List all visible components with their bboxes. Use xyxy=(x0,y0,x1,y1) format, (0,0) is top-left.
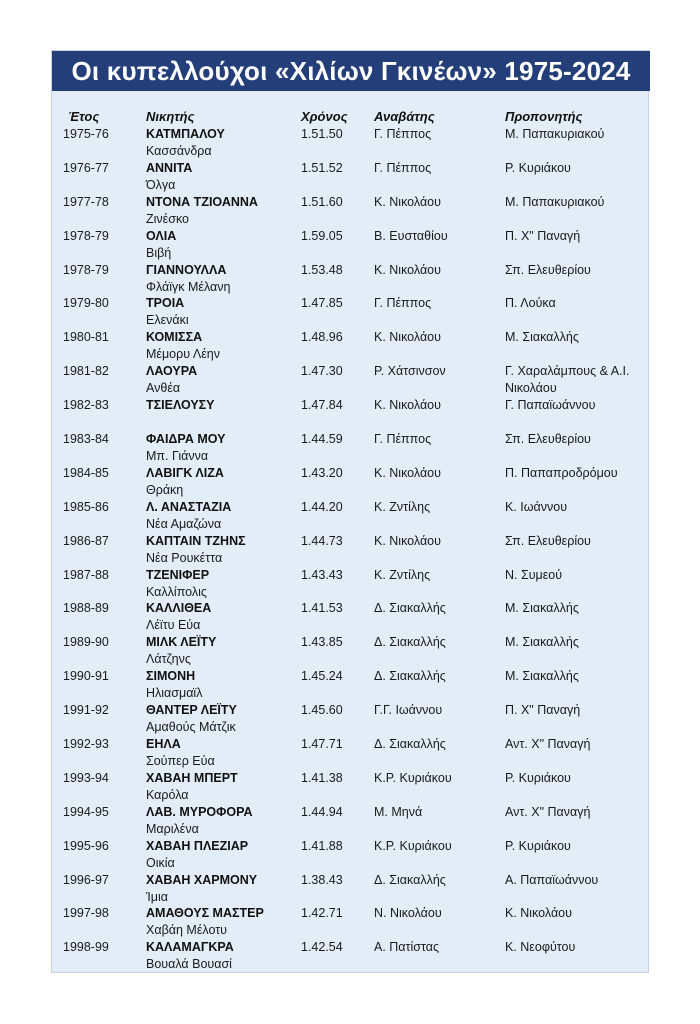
row-place: Νέα Αμαζώνα xyxy=(146,516,222,531)
row-winner: ΛΑΟΥΡΑ xyxy=(146,364,198,379)
row-winner: ΤΖΕΝΙΦΕΡ xyxy=(146,567,210,582)
row-time: 1.38.43 xyxy=(301,872,343,887)
row-trainer: Ρ. Κυριάκου xyxy=(505,160,571,175)
row-place: Μαριλένα xyxy=(146,821,199,836)
row-trainer: Ν. Συμεού xyxy=(505,567,563,582)
row-time: 1.45.24 xyxy=(301,669,343,684)
row-place: Θράκη xyxy=(146,482,184,497)
table-row xyxy=(52,465,650,499)
row-year: 1986-87 xyxy=(63,533,109,548)
table-row xyxy=(52,533,650,567)
row-trainer: Γ. Χαραλάμπους & Α.Ι. xyxy=(505,364,630,379)
row-jockey: Κ. Νικολάου xyxy=(374,262,441,277)
row-jockey: Δ. Σιακαλλής xyxy=(374,872,446,887)
row-trainer: Π. Παπαπροδρόμου xyxy=(505,465,618,480)
row-time: 1.45.60 xyxy=(301,703,343,718)
row-place: Λάτζηνς xyxy=(146,652,191,667)
row-time: 1.41.53 xyxy=(301,601,343,616)
row-place: Σούπερ Εύα xyxy=(146,754,215,769)
row-place: Καλλίπολις xyxy=(146,584,207,599)
table-row xyxy=(52,668,650,702)
row-time: 1.47.84 xyxy=(301,398,343,413)
row-year: 1996-97 xyxy=(63,872,109,887)
row-trainer: Σπ. Ελευθερίου xyxy=(505,262,591,277)
row-place: Ανθέα xyxy=(146,381,181,396)
row-time: 1.43.85 xyxy=(301,635,343,650)
row-winner: ΑΜΑΘΟΥΣ ΜΑΣΤΕΡ xyxy=(146,906,264,921)
table-row xyxy=(52,634,650,668)
row-trainer: Μ. Σιακαλλής xyxy=(505,669,579,684)
row-winner: ΣΙΜΟΝΗ xyxy=(146,669,196,684)
row-jockey: Κ. Νικολάου xyxy=(374,465,441,480)
row-jockey: Κ. Ζντίλης xyxy=(374,499,431,514)
row-time: 1.51.52 xyxy=(301,160,343,175)
row-time: 1.44.94 xyxy=(301,804,343,819)
table-row xyxy=(52,770,650,804)
row-place: Αμαθούς Μάτζικ xyxy=(146,720,236,735)
row-trainer: Αντ. Χ" Παναγή xyxy=(505,737,591,752)
row-time: 1.53.48 xyxy=(301,262,343,277)
table-row xyxy=(52,736,650,770)
row-time: 1.44.59 xyxy=(301,432,343,447)
row-place: Βιβή xyxy=(146,245,172,260)
row-place: Μπ. Γιάννα xyxy=(146,449,209,464)
row-jockey: Β. Ευσταθίου xyxy=(374,228,448,243)
row-year: 1984-85 xyxy=(63,465,109,480)
row-year: 1975-76 xyxy=(63,127,109,141)
row-year: 1985-86 xyxy=(63,499,109,514)
table-row xyxy=(52,600,650,634)
row-trainer: Κ. Νεοφύτου xyxy=(505,940,576,955)
table-row xyxy=(52,905,650,939)
row-jockey: Ν. Νικολάου xyxy=(374,906,442,921)
row-trainer: Γ. Παπαϊωάννου xyxy=(505,398,596,413)
row-year: 1977-78 xyxy=(63,194,109,209)
results-panel xyxy=(51,50,649,973)
row-jockey: Ρ. Χάτσινσον xyxy=(374,364,446,379)
row-jockey: Δ. Σιακαλλής xyxy=(374,635,446,650)
page-title: Οι κυπελλούχοι «Χιλίων Γκινέων» 1975-2024 xyxy=(52,51,650,91)
row-place: Ηλιασμαϊλ xyxy=(146,686,203,701)
row-year: 1978-79 xyxy=(63,262,109,277)
row-place: Λέϊτυ Εύα xyxy=(146,618,201,633)
row-place: Ίμια xyxy=(146,889,169,904)
row-place: Νέα Ρουκέττα xyxy=(146,550,223,565)
row-year: 1991-92 xyxy=(63,703,109,718)
row-place: Όλγα xyxy=(146,177,176,192)
header-winner: Νικητής xyxy=(146,109,195,124)
table-row xyxy=(52,804,650,838)
row-winner: ΚΑΠΤΑΙΝ ΤΖΗΝΣ xyxy=(146,533,246,548)
row-time: 1.43.20 xyxy=(301,465,343,480)
table-row xyxy=(52,160,650,194)
row-winner: ΧΑΒΑΗ ΠΛΕΖΙΑΡ xyxy=(146,838,249,853)
table-row xyxy=(52,872,650,906)
row-jockey: Κ.Ρ. Κυριάκου xyxy=(374,838,452,853)
row-winner: Λ. ΑΝΑΣΤΑΖΙΑ xyxy=(146,499,232,514)
table-header xyxy=(52,109,650,125)
row-place: Καρόλα xyxy=(146,787,189,802)
row-trainer: Ρ. Κυριάκου xyxy=(505,838,571,853)
row-winner: ΕΗΛΑ xyxy=(146,737,181,752)
row-year: 1981-82 xyxy=(63,364,109,379)
row-winner: ΦΑΙΔΡΑ ΜΟΥ xyxy=(146,432,226,447)
row-year: 1980-81 xyxy=(63,330,109,345)
row-year: 1978-79 xyxy=(63,228,109,243)
row-place: Βουαλά Βουασί xyxy=(146,957,232,972)
table-row xyxy=(52,295,650,329)
table-row xyxy=(52,702,650,736)
table-row xyxy=(52,126,650,160)
table-row xyxy=(52,499,650,533)
table-row xyxy=(52,363,650,397)
row-jockey: Δ. Σιακαλλής xyxy=(374,669,446,684)
row-jockey: Γ. Πέππος xyxy=(374,296,432,311)
row-year: 1995-96 xyxy=(63,838,109,853)
row-trainer-continued: Νικολάου xyxy=(505,381,557,396)
row-trainer: Αντ. Χ" Παναγή xyxy=(505,804,591,819)
row-jockey: Γ. Πέππος xyxy=(374,127,432,141)
row-winner: ΛΑΒ. ΜΥΡΟΦΟΡΑ xyxy=(146,804,253,819)
row-time: 1.47.85 xyxy=(301,296,343,311)
row-winner: ΚΑΛΑΜΑΓΚΡΑ xyxy=(146,940,234,955)
row-jockey: Γ. Πέππος xyxy=(374,432,432,447)
row-year: 1976-77 xyxy=(63,160,109,175)
table-row xyxy=(52,228,650,262)
row-winner: ΤΣΙΕΛΟΥΣΥ xyxy=(146,398,215,413)
row-jockey: Κ. Νικολάου xyxy=(374,533,441,548)
row-time: 1.48.96 xyxy=(301,330,343,345)
row-winner: ΤΡΟΙΑ xyxy=(146,296,185,311)
row-jockey: Κ. Νικολάου xyxy=(374,330,441,345)
row-year: 1993-94 xyxy=(63,770,109,785)
row-winner: ΚΑΤΜΠΑΛΟΥ xyxy=(146,127,225,141)
row-year: 1992-93 xyxy=(63,737,109,752)
row-winner: ΚΟΜΙΣΣΑ xyxy=(146,330,203,345)
row-year: 1988-89 xyxy=(63,601,109,616)
table-row xyxy=(52,397,650,431)
row-winner: ΧΑΒΑΗ ΜΠΕΡΤ xyxy=(146,770,238,785)
row-year: 1983-84 xyxy=(63,432,109,447)
row-trainer: Μ. Σιακαλλής xyxy=(505,635,579,650)
row-place: Κασσάνδρα xyxy=(146,144,212,158)
row-trainer: Μ. Σιακαλλής xyxy=(505,601,579,616)
row-time: 1.44.20 xyxy=(301,499,343,514)
row-jockey: Κ. Νικολάου xyxy=(374,194,441,209)
row-trainer: Μ. Παπακυριακού xyxy=(505,194,605,209)
row-time: 1.47.71 xyxy=(301,737,343,752)
row-place: Χαβάη Μέλοτυ xyxy=(146,923,227,938)
row-jockey: Κ. Ζντίλης xyxy=(374,567,431,582)
row-place: Οικία xyxy=(146,855,175,870)
row-year: 1987-88 xyxy=(63,567,109,582)
row-year: 1979-80 xyxy=(63,296,109,311)
row-year: 1994-95 xyxy=(63,804,109,819)
table-row xyxy=(52,939,650,973)
results-table xyxy=(52,126,650,973)
row-jockey: Γ.Γ. Ιωάννου xyxy=(374,703,443,718)
row-trainer: Μ. Παπακυριακού xyxy=(505,127,605,141)
table-row xyxy=(52,567,650,601)
row-place: Φλάϊγκ Μέλανη xyxy=(146,279,231,294)
row-jockey: Γ. Πέππος xyxy=(374,160,432,175)
row-winner: ΝΤΟΝΑ ΤΖΙΟΑΝΝΑ xyxy=(146,194,258,209)
row-place: Ζινέσκο xyxy=(146,211,189,226)
row-place: Ελενάκι xyxy=(146,313,189,328)
row-time: 1.59.05 xyxy=(301,228,343,243)
table-row xyxy=(52,194,650,228)
row-trainer: Ρ. Κυριάκου xyxy=(505,770,571,785)
table-row xyxy=(52,431,650,465)
row-time: 1.51.50 xyxy=(301,127,343,141)
header-trainer: Προπονητής xyxy=(505,109,583,124)
row-time: 1.41.38 xyxy=(301,770,343,785)
header-jockey: Αναβάτης xyxy=(374,109,435,124)
row-trainer: Κ. Ιωάννου xyxy=(505,499,568,514)
row-jockey: Δ. Σιακαλλής xyxy=(374,601,446,616)
row-trainer: Π. Χ" Παναγή xyxy=(505,228,581,243)
row-winner: ΟΛΙΑ xyxy=(146,228,177,243)
row-trainer: Α. Παπαϊωάννου xyxy=(505,872,599,887)
row-winner: ΜΙΛΚ ΛΕΪΤΥ xyxy=(146,635,217,650)
table-row xyxy=(52,838,650,872)
header-year: Έτος xyxy=(68,109,100,124)
row-year: 1998-99 xyxy=(63,940,109,955)
row-trainer: Κ. Νικολάου xyxy=(505,906,572,921)
row-time: 1.44.73 xyxy=(301,533,343,548)
row-winner: ΓΙΑΝΝΟΥΛΛΑ xyxy=(146,262,227,277)
row-jockey: Μ. Μηνά xyxy=(374,804,423,819)
row-trainer: Π. Χ" Παναγή xyxy=(505,703,581,718)
row-year: 1982-83 xyxy=(63,398,109,413)
row-time: 1.51.60 xyxy=(301,194,343,209)
row-time: 1.42.54 xyxy=(301,940,343,955)
row-time: 1.41.88 xyxy=(301,838,343,853)
row-year: 1990-91 xyxy=(63,669,109,684)
row-time: 1.42.71 xyxy=(301,906,343,921)
row-winner: ΧΑΒΑΗ ΧΑΡΜΟΝΥ xyxy=(146,872,258,887)
table-row xyxy=(52,262,650,296)
header-time: Χρόνος xyxy=(301,109,348,124)
row-time: 1.47.30 xyxy=(301,364,343,379)
row-jockey: Δ. Σιακαλλής xyxy=(374,737,446,752)
row-jockey: Κ. Νικολάου xyxy=(374,398,441,413)
row-winner: ΛΑΒΙΓΚ ΛΙΖΑ xyxy=(146,465,224,480)
row-trainer: Σπ. Ελευθερίου xyxy=(505,533,591,548)
row-jockey: Κ.Ρ. Κυριάκου xyxy=(374,770,452,785)
row-year: 1997-98 xyxy=(63,906,109,921)
row-jockey: Α. Πατίστας xyxy=(374,940,439,955)
table-row xyxy=(52,329,650,363)
row-trainer: Σπ. Ελευθερίου xyxy=(505,432,591,447)
row-place: Μέμορυ Λέην xyxy=(146,347,220,362)
row-time: 1.43.43 xyxy=(301,567,343,582)
row-winner: ΑΝΝΙΤΑ xyxy=(146,160,193,175)
row-trainer: Μ. Σιακαλλής xyxy=(505,330,579,345)
row-year: 1989-90 xyxy=(63,635,109,650)
row-winner: ΘΑΝΤΕΡ ΛΕΪΤΥ xyxy=(146,703,237,718)
row-trainer: Π. Λούκα xyxy=(505,296,556,311)
row-winner: ΚΑΛΛΙΘΕΑ xyxy=(146,601,212,616)
